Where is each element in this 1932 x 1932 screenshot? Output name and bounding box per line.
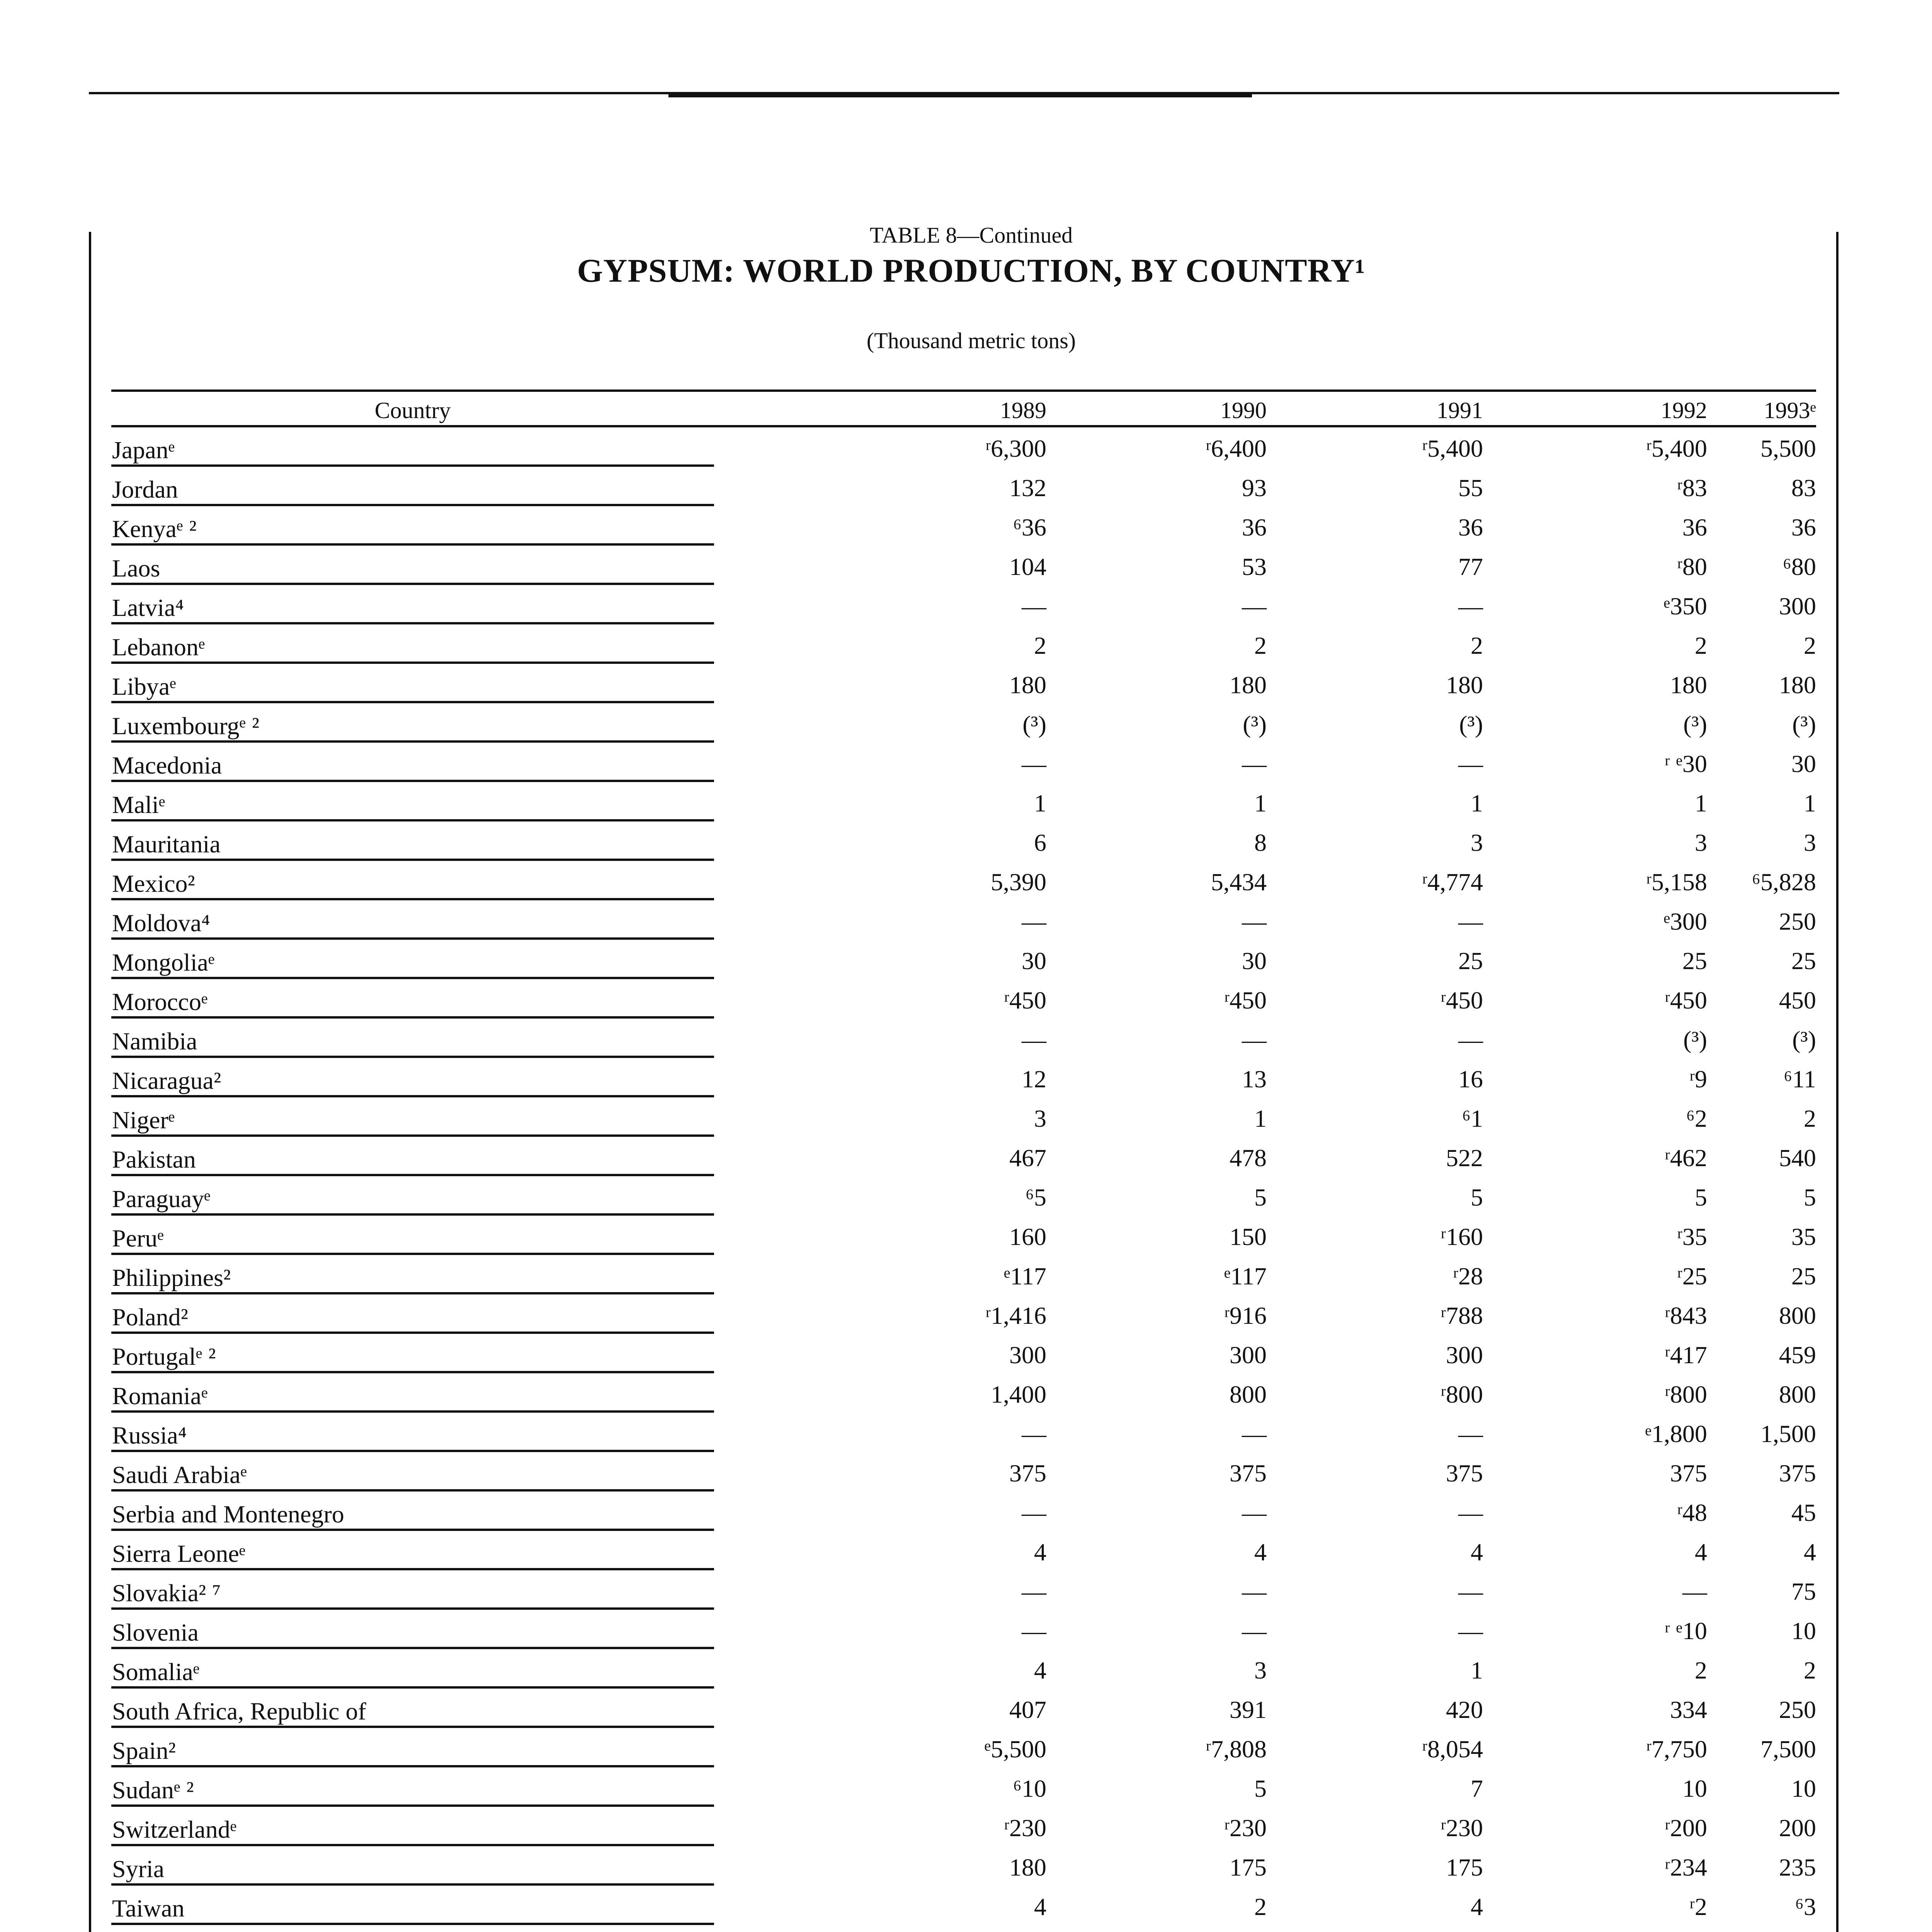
table-row <box>111 1334 1816 1373</box>
row-value: ʳ7,750 <box>1646 1735 1707 1763</box>
row-value: 5,390 <box>991 868 1046 896</box>
row-country: Pakistan <box>112 1146 196 1173</box>
row-country: Somaliaᵉ <box>112 1658 200 1685</box>
row-value: ⁶80 <box>1782 553 1816 580</box>
row-value: 2 <box>1695 632 1707 659</box>
row-country: Russia⁴ <box>112 1422 187 1449</box>
row-value: 180 <box>1670 671 1707 699</box>
row-country: Sierra Leoneᵉ <box>112 1540 246 1567</box>
row-country: Spain² <box>112 1737 176 1764</box>
row-value: ʳ28 <box>1453 1262 1483 1290</box>
row-value: ʳ843 <box>1665 1302 1707 1329</box>
row-value: ᵉ350 <box>1663 592 1707 620</box>
row-value: 4 <box>1034 1538 1046 1566</box>
row-value: (³) <box>1022 711 1046 738</box>
row-value: (³) <box>1792 711 1816 738</box>
row-value: ʳ450 <box>1004 986 1046 1014</box>
row-value: 375 <box>1009 1459 1046 1487</box>
row-value: 375 <box>1670 1459 1707 1487</box>
row-value: 4 <box>1695 1538 1707 1566</box>
row-value: ʳ8,054 <box>1422 1735 1483 1763</box>
row-value: ʳ6,300 <box>985 435 1046 462</box>
row-value: 250 <box>1779 908 1816 935</box>
row-value: (³) <box>1243 711 1267 738</box>
row-value: ʳ80 <box>1677 553 1707 580</box>
table-row <box>111 1728 1816 1767</box>
row-value: 36 <box>1458 514 1483 541</box>
table-row <box>111 1531 1816 1570</box>
row-value: 4 <box>1254 1538 1267 1566</box>
table-row <box>111 585 1816 624</box>
row-value: ʳ7,808 <box>1206 1735 1267 1763</box>
table-row <box>111 1216 1816 1255</box>
row-value: — <box>1242 1617 1267 1645</box>
table-row <box>111 1492 1816 1531</box>
table-row <box>111 1373 1816 1413</box>
row-value: 200 <box>1779 1814 1816 1842</box>
row-value: ʳ9 <box>1689 1065 1707 1093</box>
row-value: 5 <box>1254 1775 1267 1802</box>
row-value: — <box>1022 1026 1046 1053</box>
row-country: Macedonia <box>112 752 222 779</box>
row-value: 1 <box>1695 789 1707 817</box>
row-value: 4 <box>1034 1656 1046 1684</box>
row-value: — <box>1022 1420 1046 1447</box>
row-value: — <box>1242 908 1267 935</box>
row-value: (³) <box>1683 1026 1707 1053</box>
row-value: — <box>1242 1420 1267 1447</box>
row-country: Mexico² <box>112 870 195 897</box>
row-value: 180 <box>1009 1854 1046 1881</box>
row-value: — <box>1242 1578 1267 1605</box>
row-value: ʳ4,774 <box>1422 868 1483 896</box>
row-value: 8 <box>1254 829 1267 856</box>
right-margin-rule <box>1836 232 1838 1932</box>
left-margin-rule <box>89 232 91 1932</box>
table-row <box>111 1097 1816 1137</box>
table-units: (Thousand metric tons) <box>866 328 1076 353</box>
row-value: — <box>1458 592 1483 620</box>
row-value: 25 <box>1791 1262 1816 1290</box>
row-value: ʳ ᵉ10 <box>1664 1617 1707 1645</box>
row-value: 180 <box>1446 671 1483 699</box>
row-value: — <box>1458 1420 1483 1447</box>
row-value: 36 <box>1791 514 1816 541</box>
row-country: South Africa, Republic of <box>112 1697 366 1725</box>
table-row <box>111 900 1816 940</box>
row-value: 6 <box>1034 829 1046 856</box>
table-title: GYPSUM: WORLD PRODUCTION, BY COUNTRY¹ <box>577 252 1366 289</box>
row-value: 375 <box>1230 1459 1267 1487</box>
row-value: — <box>1242 1026 1267 1053</box>
table-row <box>111 1176 1816 1216</box>
row-country: Laos <box>112 554 160 582</box>
row-value: 4 <box>1034 1893 1046 1920</box>
row-value: — <box>1242 592 1267 620</box>
table-row <box>111 861 1816 900</box>
row-value: 1 <box>1804 789 1816 817</box>
row-value: ʳ450 <box>1665 986 1707 1014</box>
row-value: 800 <box>1230 1381 1267 1408</box>
row-value: — <box>1022 592 1046 620</box>
row-value: ᵉ5,500 <box>984 1735 1046 1763</box>
row-country: Saudi Arabiaᵉ <box>112 1461 247 1488</box>
row-value: 3 <box>1254 1656 1267 1684</box>
header-country: Country <box>374 398 451 423</box>
table-caption: TABLE 8—Continued <box>869 223 1073 248</box>
table-body <box>111 427 1816 1932</box>
row-country: Portugalᵉ ² <box>112 1343 216 1370</box>
row-value: 235 <box>1779 1854 1816 1881</box>
row-value: 55 <box>1458 474 1483 502</box>
row-country: Slovenia <box>112 1619 199 1646</box>
row-value: 4 <box>1804 1538 1816 1566</box>
row-value: 132 <box>1009 474 1046 502</box>
row-country: Taiwan <box>112 1895 185 1922</box>
row-value: ʳ83 <box>1677 474 1707 502</box>
table-row <box>111 1452 1816 1492</box>
table-row <box>111 1886 1816 1925</box>
row-country: Mongoliaᵉ <box>112 949 215 976</box>
row-value: 30 <box>1242 947 1267 975</box>
row-value: — <box>1458 1026 1483 1053</box>
header-1992: 1992 <box>1661 398 1707 423</box>
row-value: 175 <box>1230 1854 1267 1881</box>
production-table <box>111 389 1816 1932</box>
row-value: 45 <box>1791 1499 1816 1526</box>
row-value: ʳ462 <box>1665 1144 1707 1172</box>
row-value: — <box>1242 750 1267 777</box>
row-value: ⁶11 <box>1784 1065 1816 1093</box>
row-value: ⁶10 <box>1013 1775 1046 1802</box>
row-value: 93 <box>1242 474 1267 502</box>
row-country: Latvia⁴ <box>112 594 184 621</box>
row-value: ʳ417 <box>1665 1341 1707 1369</box>
row-value: 5,500 <box>1760 435 1816 462</box>
row-country: Namibia <box>112 1027 197 1055</box>
row-value: 10 <box>1791 1775 1816 1802</box>
row-value: 2 <box>1804 1105 1816 1132</box>
row-value: ʳ916 <box>1224 1302 1267 1329</box>
row-value: ʳ5,400 <box>1422 435 1483 462</box>
row-value: 800 <box>1779 1302 1816 1329</box>
row-country: Japanᵉ <box>112 436 175 464</box>
row-value: ʳ230 <box>1004 1814 1046 1842</box>
row-value: — <box>1458 1578 1483 1605</box>
row-value: 300 <box>1230 1341 1267 1369</box>
row-value: 180 <box>1230 671 1267 699</box>
row-value: 10 <box>1682 1775 1707 1802</box>
row-value: 1,400 <box>991 1381 1046 1408</box>
row-value: — <box>1022 1578 1046 1605</box>
row-value: 300 <box>1779 592 1816 620</box>
row-value: 334 <box>1670 1696 1707 1723</box>
row-value: 12 <box>1022 1065 1046 1093</box>
table-row <box>111 1413 1816 1452</box>
row-value: 300 <box>1009 1341 1046 1369</box>
row-value: ʳ230 <box>1224 1814 1267 1842</box>
row-country: Moldova⁴ <box>112 909 210 937</box>
table-row <box>111 1689 1816 1728</box>
row-value: 1 <box>1471 789 1483 817</box>
table-row <box>111 1570 1816 1610</box>
row-value: 104 <box>1009 553 1046 580</box>
row-value: ʳ25 <box>1677 1262 1707 1290</box>
table-row <box>111 940 1816 979</box>
row-value: 25 <box>1791 947 1816 975</box>
row-value: 30 <box>1791 750 1816 777</box>
row-value: 2 <box>1034 632 1046 659</box>
table-row <box>111 506 1816 546</box>
row-value: 375 <box>1779 1459 1816 1487</box>
table-row <box>111 821 1816 861</box>
row-value: 75 <box>1791 1578 1816 1605</box>
table-row <box>111 467 1816 506</box>
row-value: 36 <box>1682 514 1707 541</box>
table-row <box>111 664 1816 703</box>
row-value: ʳ160 <box>1440 1223 1483 1250</box>
row-value: 1 <box>1034 789 1046 817</box>
row-country: Lebanonᵉ <box>112 633 205 661</box>
row-value: 300 <box>1446 1341 1483 1369</box>
row-value: 1 <box>1254 789 1267 817</box>
row-country: Jordan <box>112 476 178 503</box>
row-value: 1,500 <box>1760 1420 1816 1447</box>
row-country: Nigerᵉ <box>112 1106 175 1134</box>
row-value: ʳ800 <box>1665 1381 1707 1408</box>
row-value: 30 <box>1022 947 1046 975</box>
table-row <box>111 1925 1816 1932</box>
row-country: Syria <box>112 1855 165 1883</box>
row-value: 3 <box>1804 829 1816 856</box>
row-value: 2 <box>1804 1656 1816 1684</box>
row-value: ʳ450 <box>1440 986 1483 1014</box>
table-row <box>111 1767 1816 1807</box>
table-row <box>111 979 1816 1019</box>
row-value: 391 <box>1230 1696 1267 1723</box>
row-country: Moroccoᵉ <box>112 988 208 1015</box>
row-value: 4 <box>1471 1893 1483 1920</box>
row-value: ʳ6,400 <box>1206 435 1267 462</box>
row-country: Serbia and Montenegro <box>112 1500 344 1528</box>
row-value: 2 <box>1254 632 1267 659</box>
row-value: — <box>1022 1499 1046 1526</box>
row-value: ⁶1 <box>1462 1105 1483 1132</box>
row-country: Poland² <box>112 1303 188 1331</box>
table-row <box>111 427 1816 467</box>
header-1989: 1989 <box>1000 398 1046 423</box>
row-value: 250 <box>1779 1696 1816 1723</box>
row-value: — <box>1022 908 1046 935</box>
row-value: 3 <box>1695 829 1707 856</box>
row-value: ʳ2 <box>1689 1893 1707 1920</box>
row-value: ʳ5,158 <box>1646 868 1707 896</box>
row-value: 2 <box>1471 632 1483 659</box>
row-value: — <box>1458 1617 1483 1645</box>
header-1990: 1990 <box>1220 398 1267 423</box>
table-row <box>111 1649 1816 1689</box>
row-value: 420 <box>1446 1696 1483 1723</box>
row-value: ʳ788 <box>1440 1302 1483 1329</box>
row-value: ᵉ300 <box>1663 908 1707 935</box>
row-value: ʳ1,416 <box>985 1302 1046 1329</box>
row-value: 2 <box>1254 1893 1267 1920</box>
row-value: 5 <box>1254 1184 1267 1211</box>
row-value: 1 <box>1471 1656 1483 1684</box>
row-value: 522 <box>1446 1144 1483 1172</box>
row-value: 375 <box>1446 1459 1483 1487</box>
row-value: ʳ800 <box>1440 1381 1483 1408</box>
row-value: ʳ35 <box>1677 1223 1707 1250</box>
row-value: 25 <box>1682 947 1707 975</box>
row-value: 3 <box>1471 829 1483 856</box>
table-row <box>111 1846 1816 1886</box>
row-value: 1 <box>1254 1105 1267 1132</box>
row-country: Peruᵉ <box>112 1225 164 1252</box>
table-row <box>111 546 1816 585</box>
row-value: 180 <box>1779 671 1816 699</box>
row-value: 53 <box>1242 553 1267 580</box>
row-value: (³) <box>1792 1026 1816 1053</box>
row-value: ʳ ᵉ30 <box>1664 750 1707 777</box>
row-value: 83 <box>1791 474 1816 502</box>
row-value: ʳ48 <box>1677 1499 1707 1526</box>
header-1991: 1991 <box>1437 398 1483 423</box>
row-value: 10 <box>1791 1617 1816 1645</box>
row-value: ᵉ117 <box>1224 1262 1267 1290</box>
row-country: Sudanᵉ ² <box>112 1776 194 1804</box>
table-row <box>111 1255 1816 1294</box>
row-value: 3 <box>1034 1105 1046 1132</box>
row-value: 36 <box>1242 514 1267 541</box>
row-value: ⁶5 <box>1025 1184 1046 1211</box>
row-value: 175 <box>1446 1854 1483 1881</box>
row-country: Romaniaᵉ <box>112 1382 208 1410</box>
row-value: ᵉ117 <box>1003 1262 1046 1290</box>
row-value: — <box>1682 1578 1707 1605</box>
row-country: Switzerlandᵉ <box>112 1816 237 1843</box>
row-value: — <box>1458 1499 1483 1526</box>
row-country: Nicaragua² <box>112 1067 221 1094</box>
row-value: 478 <box>1230 1144 1267 1172</box>
row-value: 2 <box>1804 632 1816 659</box>
row-value: — <box>1458 908 1483 935</box>
row-value: — <box>1022 1617 1046 1645</box>
row-value: 160 <box>1009 1223 1046 1250</box>
row-country: Maliᵉ <box>112 791 165 818</box>
row-value: 459 <box>1779 1341 1816 1369</box>
table-row <box>111 1019 1816 1058</box>
row-value: 2 <box>1695 1656 1707 1684</box>
row-value: 5 <box>1804 1184 1816 1211</box>
row-value: 4 <box>1471 1538 1483 1566</box>
table-row <box>111 624 1816 664</box>
row-value: ⁶3 <box>1795 1893 1816 1920</box>
row-value: ʳ450 <box>1224 986 1267 1014</box>
row-value: 407 <box>1009 1696 1046 1723</box>
row-value: 467 <box>1009 1144 1046 1172</box>
row-value: ᵉ1,800 <box>1645 1420 1707 1447</box>
row-country: Paraguayᵉ <box>112 1185 211 1213</box>
row-country: Luxembourgᵉ ² <box>112 712 260 740</box>
row-country: Kenyaᵉ ² <box>112 515 197 543</box>
row-value: ʳ5,400 <box>1646 435 1707 462</box>
row-value: 5 <box>1471 1184 1483 1211</box>
row-value: (³) <box>1683 711 1707 738</box>
row-value: 800 <box>1779 1381 1816 1408</box>
row-value: — <box>1022 750 1046 777</box>
row-country: Mauritania <box>112 830 221 858</box>
table-row <box>111 1137 1816 1176</box>
table-row <box>111 703 1816 743</box>
row-value: 16 <box>1458 1065 1483 1093</box>
table-row <box>111 1058 1816 1097</box>
row-value: 5,434 <box>1211 868 1267 896</box>
row-value: 540 <box>1779 1144 1816 1172</box>
row-country: Libyaᵉ <box>112 673 176 700</box>
header-1993: 1993ᵉ <box>1764 398 1816 423</box>
table-row <box>111 1294 1816 1334</box>
row-value: 25 <box>1458 947 1483 975</box>
row-value: 7,500 <box>1760 1735 1816 1763</box>
row-value: 13 <box>1242 1065 1267 1093</box>
row-value: — <box>1242 1499 1267 1526</box>
row-value: 180 <box>1009 671 1046 699</box>
row-value: ⁶5,828 <box>1752 868 1816 896</box>
row-value: ʳ234 <box>1665 1854 1707 1881</box>
row-value: ⁶36 <box>1013 514 1046 541</box>
top-rule-thick <box>668 94 1252 97</box>
row-value: 77 <box>1458 553 1483 580</box>
row-value: ʳ200 <box>1665 1814 1707 1842</box>
row-country: Slovakia² ⁷ <box>112 1579 221 1607</box>
row-value: — <box>1458 750 1483 777</box>
row-value: 450 <box>1779 986 1816 1014</box>
row-country: Philippines² <box>112 1264 231 1291</box>
table-row <box>111 1610 1816 1649</box>
row-value: (³) <box>1459 711 1483 738</box>
table-header-row <box>111 389 1816 427</box>
row-value: 7 <box>1471 1775 1483 1802</box>
table-row <box>111 782 1816 821</box>
table-row <box>111 743 1816 782</box>
row-value: 150 <box>1230 1223 1267 1250</box>
row-value: ʳ230 <box>1440 1814 1483 1842</box>
table-row <box>111 1807 1816 1846</box>
row-value: ⁶2 <box>1686 1105 1707 1132</box>
row-value: 35 <box>1791 1223 1816 1250</box>
row-value: 5 <box>1695 1184 1707 1211</box>
